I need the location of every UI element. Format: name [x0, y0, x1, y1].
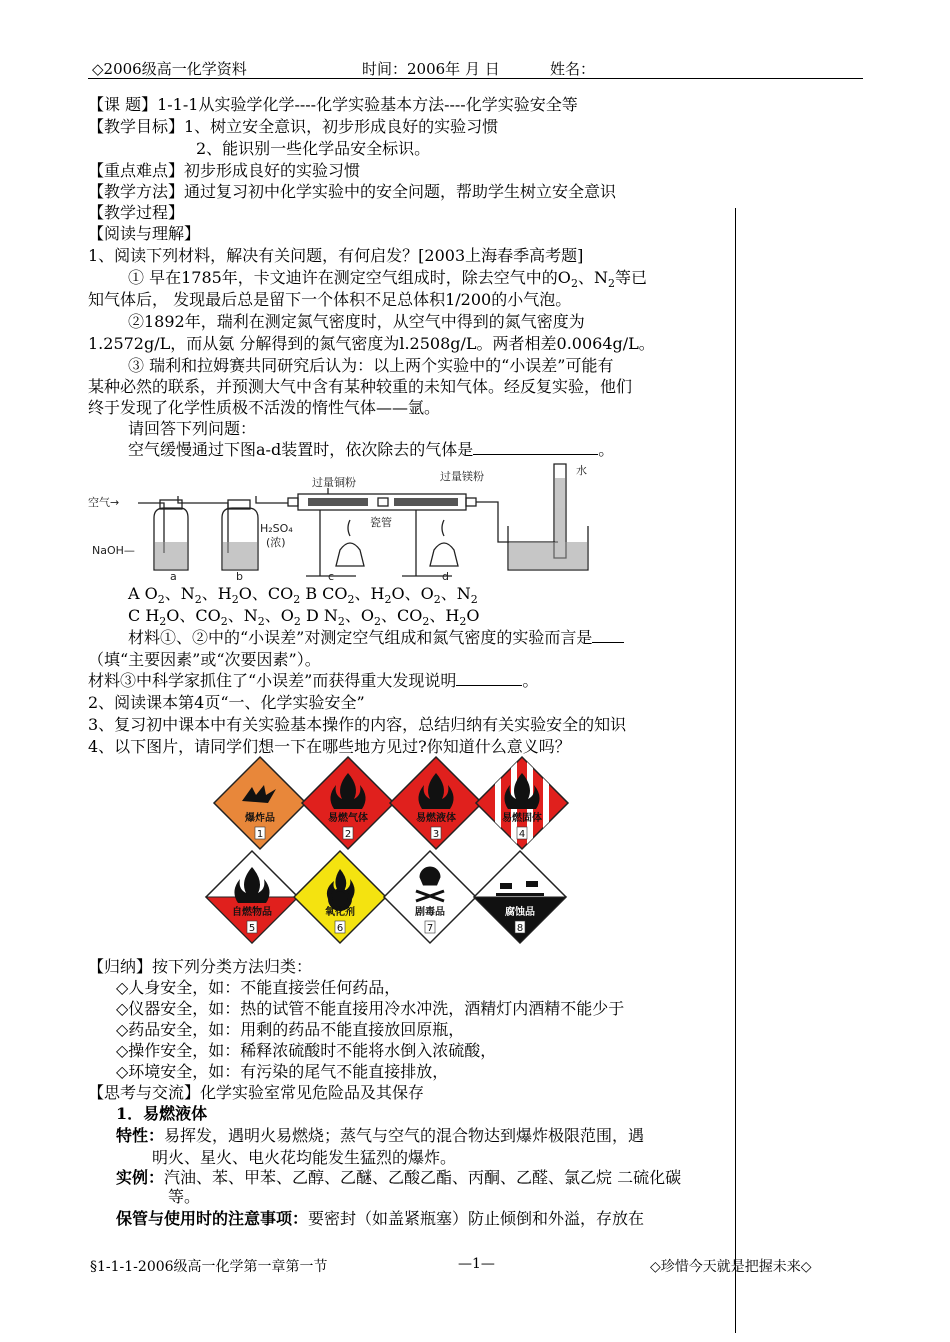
answer-prompt: 请回答下列问题：: [128, 419, 257, 438]
label-c: c: [328, 570, 335, 582]
label-naoh: NaOH—: [92, 544, 135, 557]
footer-page: —1—: [458, 1256, 495, 1272]
footer-right: ◇珍惜今天就是把握未来◇: [650, 1259, 812, 1275]
materials-question: 材料①、②中的“小误差”对测定空气组成和氮气密度的实验而言是: [128, 627, 624, 649]
label-cu: 过量铜粉: [312, 476, 356, 489]
label-conc: (浓): [266, 536, 286, 549]
teaching-goal-1: 【教学目标】1、树立安全意识，初步形成良好的实验习惯: [88, 117, 499, 136]
header-left: ◇2006级高一化学资料: [92, 60, 247, 78]
examples-cont: 等。: [168, 1187, 201, 1206]
key-points: 【重点难点】初步形成良好的实验习惯: [88, 161, 361, 180]
material-1: ① 早在1785年，卡文迪许在测定空气组成时，除去空气中的$O_2$、$N_2$等已: [128, 268, 647, 291]
label-air: 空气→: [88, 496, 120, 509]
hazard-number: 5: [248, 923, 256, 934]
hazard-sign-6: [294, 851, 386, 943]
options-cd: C $H_2O$、$CO_2$、$N_2$、$O_2$ D $N_2$、$O_2$、$CO_2$、$H_2O$: [128, 606, 480, 629]
label-h2so4: H₂SO₄: [260, 522, 293, 535]
hazard-number: 2: [344, 829, 352, 840]
hazard-number: 7: [426, 923, 434, 934]
answer-blank-2[interactable]: [592, 628, 624, 643]
hazard-label: 腐蚀品: [505, 907, 535, 918]
label-water: 水: [576, 464, 587, 477]
material-3-question: 材料③中科学家抓住了“小误差”而获得重大发现说明 。: [88, 671, 539, 690]
hazard-sign-2: [302, 757, 394, 849]
hazard-label: 易燃液体: [416, 813, 456, 824]
question-2: 2、阅读课本第4页“一、化学实验安全”: [88, 693, 365, 712]
hazard-label: 剧毒品: [415, 907, 445, 918]
material-3-cont: 某种必然的联系，并预测大气中含有某种较重的未知气体。经反复实验，他们: [88, 377, 633, 396]
hazard-lower-half: [206, 897, 298, 943]
hazard-number: 4: [518, 829, 526, 840]
hazard-label: 自燃物品: [232, 907, 272, 918]
properties-cont: 明火、星火、电火花均能发生猛烈的爆炸。: [152, 1148, 457, 1167]
reading-section: 【阅读与理解】: [88, 224, 201, 243]
properties: 特性：易挥发，遇明火易燃烧；蒸气与空气的混合物达到爆炸极限范围，遇: [116, 1126, 645, 1145]
hazard-label: 爆炸品: [245, 813, 275, 824]
lesson-title: 【课 题】1-1-1从实验学化学----化学实验基本方法----化学实验安全等: [88, 95, 578, 114]
label-mg: 过量镁粉: [440, 470, 484, 483]
hazard-sign-4: [476, 757, 568, 849]
label-b: b: [236, 570, 243, 582]
hazard-lower-half: [474, 897, 566, 943]
hazard-signs: [200, 755, 590, 955]
hazard-number: 8: [516, 923, 524, 934]
examples: 实例：汽油、苯、甲苯、乙醇、乙醚、乙酸乙酯、丙酮、乙醛、氯乙烷 二硫化碳: [116, 1168, 682, 1187]
teaching-process: 【教学过程】: [88, 203, 185, 222]
discussion-heading: 【思考与交流】化学实验室常见危险品及其保存: [88, 1083, 425, 1102]
hazard-label: 易燃气体: [328, 813, 368, 824]
hazard-sign-7: [384, 851, 476, 943]
apparatus-question: 空气缓慢通过下图a-d装置时，依次除去的气体是 。: [128, 440, 615, 459]
hazard-label: 氧化剂: [325, 907, 355, 918]
label-a: a: [170, 570, 177, 582]
summary-operation: ◇操作安全，如：稀释浓硫酸时不能将水倒入浓硫酸，: [116, 1041, 497, 1060]
hazard-sign-8: [474, 851, 566, 943]
answer-blank-1[interactable]: [473, 440, 598, 455]
options-ab: A $O_2$、$N_2$、$H_2O$、$CO_2$ B $CO_2$、$H_2O$、$O_2$、$N_2$: [128, 584, 478, 607]
question-4: 4、以下图片，请同学们想一下在哪些地方见过?你知道什么意义吗？: [88, 737, 571, 756]
hazard-number: 1: [256, 829, 264, 840]
margin-rule: [735, 208, 736, 1333]
materials-question-cont: （填“主要因素”或“次要因素”）。: [88, 650, 321, 669]
hazard-stripe: [543, 757, 549, 849]
storage-notes: 保管与使用时的注意事项：要密封（如盖紧瓶塞）防止倾倒和外溢，存放在: [116, 1209, 645, 1228]
summary-reagent: ◇药品安全，如：用剩的药品不能直接放回原瓶，: [116, 1020, 465, 1039]
summary-heading: 【归纳】按下列分类方法归类：: [88, 957, 313, 976]
question-1: 1、阅读下列材料，解决有关问题，有何启发？[2003上海春季高考题]: [88, 246, 584, 265]
summary-personal: ◇人身安全，如：不能直接尝任何药品，: [116, 978, 401, 997]
label-d: d: [442, 570, 449, 582]
hazard-stripe: [495, 757, 501, 849]
hazard-sign-3: [390, 757, 482, 849]
hazard-label: 易燃固体: [502, 813, 542, 824]
hazard-number: 6: [336, 923, 344, 934]
summary-environment: ◇环境安全，如：有污染的尾气不能直接排放，: [116, 1062, 449, 1081]
material-3: ③ 瑞利和拉姆赛共同研究后认为：以上两个实验中的“小误差”可能有: [128, 356, 614, 375]
material-2: ②1892年，瑞利在测定氮气密度时，从空气中得到的氮气密度为: [128, 312, 585, 331]
material-1-cont: 知气体后， 发现最后总是留下一个体积不足总体积1/200的小气泡。: [88, 290, 572, 309]
hazard-sign-5: [206, 851, 298, 943]
hazard-number: 3: [432, 829, 440, 840]
apparatus-diagram: [88, 458, 608, 582]
material-2-cont: 1.2572g/L，而从氨 分解得到的氮气密度为l.2508g/L。两者相差0.0064g/L。: [88, 334, 655, 353]
teaching-goal-2: 2、能识别一些化学品安全标识。: [196, 139, 431, 158]
header-date: 时间：2006年 月 日: [362, 60, 500, 78]
answer-blank-3[interactable]: [456, 671, 522, 686]
summary-instrument: ◇仪器安全，如：热的试管不能直接用冷水冲洗，酒精灯内酒精不能少于: [116, 999, 625, 1018]
header-name: 姓名：: [550, 60, 596, 78]
material-3-end: 终于发现了化学性质极不活泼的惰性气体——氩。: [88, 398, 441, 417]
header-rule: [88, 78, 863, 79]
teaching-method: 【教学方法】通过复习初中化学实验中的安全问题，帮助学生树立安全意识: [88, 182, 617, 201]
label-tube: 瓷管: [370, 516, 392, 529]
hazard-sign-1: [214, 757, 306, 849]
flammable-liquid-heading: 1．易燃液体: [116, 1104, 208, 1123]
footer-left: §1-1-1-2006级高一化学第一章第一节: [90, 1259, 328, 1275]
question-3: 3、复习初中课本中有关实验基本操作的内容，总结归纳有关实验安全的知识: [88, 715, 627, 734]
